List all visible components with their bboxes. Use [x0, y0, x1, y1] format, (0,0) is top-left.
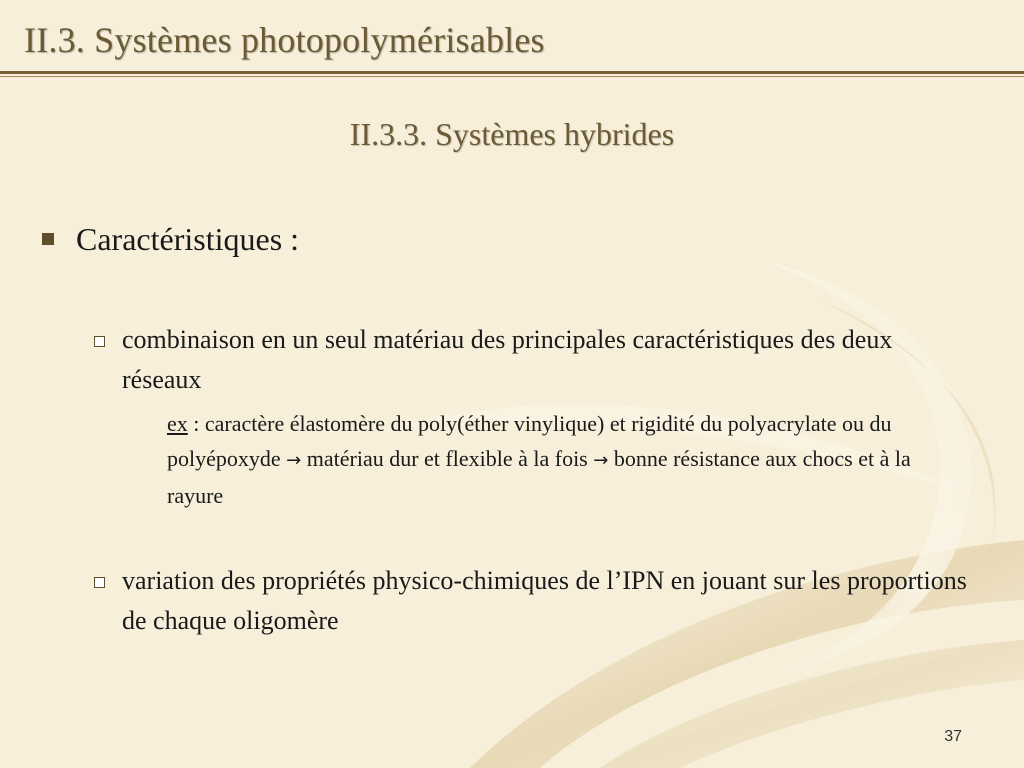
section-subtitle: II.3.3. Systèmes hybrides — [349, 116, 675, 152]
example-text-3: bonne résistance aux chocs et à la rayure — [167, 446, 911, 508]
hollow-square-bullet-icon — [94, 336, 105, 347]
example-label: ex — [167, 411, 188, 436]
title-divider-thin — [0, 76, 1024, 77]
square-bullet-icon — [42, 233, 54, 245]
example-note — [167, 406, 967, 513]
sub-bullet-variation — [94, 561, 974, 641]
title-divider — [0, 71, 1024, 74]
slide-title: II.3. Systèmes photopolymérisables — [24, 20, 545, 60]
sub-bullet-text: variation des propriétés physico-chimiques de l’IPN en jouant sur les proportions de chaque oligomère — [122, 566, 967, 635]
bullet-caracteristiques — [42, 219, 299, 259]
sub-bullet-text: combinaison en un seul matériau des principales caractéristiques des deux réseaux — [122, 325, 893, 394]
right-arrow-icon: → — [286, 450, 302, 471]
example-text-1: : caractère élastomère du poly(éther vinylique) et rigidité du polyacrylate ou du polyépoxyde — [167, 411, 892, 471]
example-text-2: matériau dur et flexible à la fois — [301, 446, 594, 471]
right-arrow-icon: → — [593, 450, 609, 471]
page-number: 37 — [944, 728, 962, 745]
bullet-text: Caractéristiques : — [76, 221, 300, 257]
hollow-square-bullet-icon — [94, 577, 105, 588]
sub-bullet-combinaison — [94, 320, 974, 400]
